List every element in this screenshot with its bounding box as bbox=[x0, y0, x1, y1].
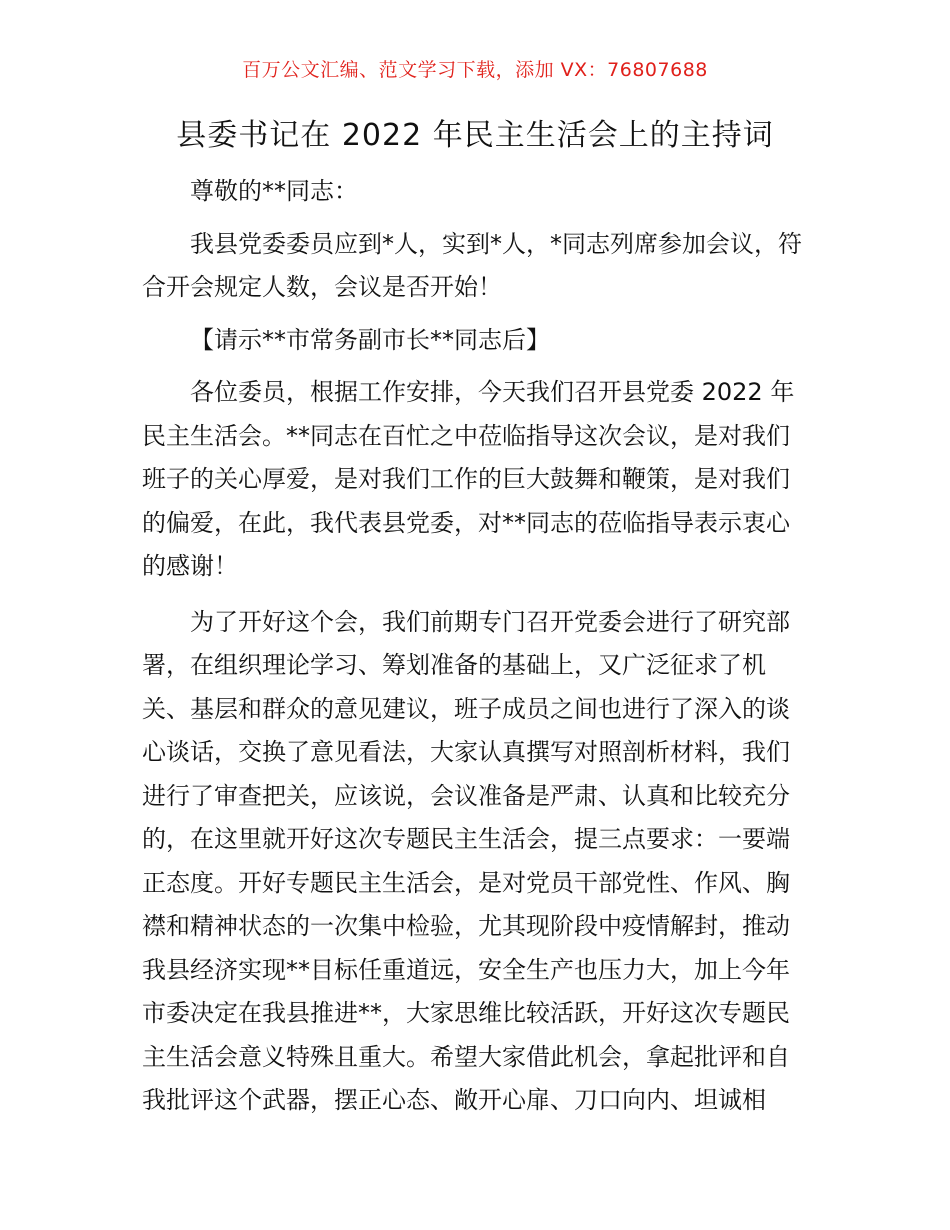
paragraph-requirements: 为了开好这个会，我们前期专门召开党委会进行了研究部署，在组织理论学习、筹划准备的基础上，又广泛征求了机关、基层和群众的意见建议，班子成员之间也进行了深入的谈心谈话，交换了意见看法，大家认真撰写对照剖析材料，我们进行了审查把关，应该说，会议准备是严肃、认真和比较充分的，在这里就开好这次专题民主生活会，提三点要求：一要端正态度。开好专题民主生活会，是对党员干部党性、作风、胸襟和精神状态的一次集中检验，尤其现阶段中疫情解封，推动我县经济实现**目标任重道远，安全生产也压力大，加上今年市委决定在我县推进**，大家思维比较活跃，开好这次专题民主生活会意义特殊且重大。希望大家借此机会，拿起批评和自我批评这个武器，摆正心态、敞开心扉、刀口向内、坦诚相 bbox=[142, 607, 790, 1114]
document-body bbox=[142, 170, 810, 1123]
salutation: 尊敬的**同志： bbox=[190, 177, 358, 205]
paragraph-instruction-note: 【请示**市常务副市长**同志后】 bbox=[190, 325, 550, 354]
paragraph-attendance: 我县党委委员应到*人，实到*人，*同志列席参加会议，符合开会规定人数，会议是否开始！ bbox=[142, 229, 802, 301]
document-title: 县委书记在 2022 年民主生活会上的主持词 bbox=[176, 118, 774, 153]
paragraph-opening: 各位委员，根据工作安排，今天我们召开县党委 2022 年民主生活会。**同志在百忙之中莅临指导这次会议，是对我们班子的关心厚爱，是对我们工作的巨大鼓舞和鞭策，是对我们的偏爱，在此，我代表县党委，对**同志的莅临指导表示衷心的感谢！ bbox=[142, 378, 795, 580]
header-note: 百万公文汇编、范文学习下载，添加 VX：76807688 bbox=[242, 59, 708, 81]
